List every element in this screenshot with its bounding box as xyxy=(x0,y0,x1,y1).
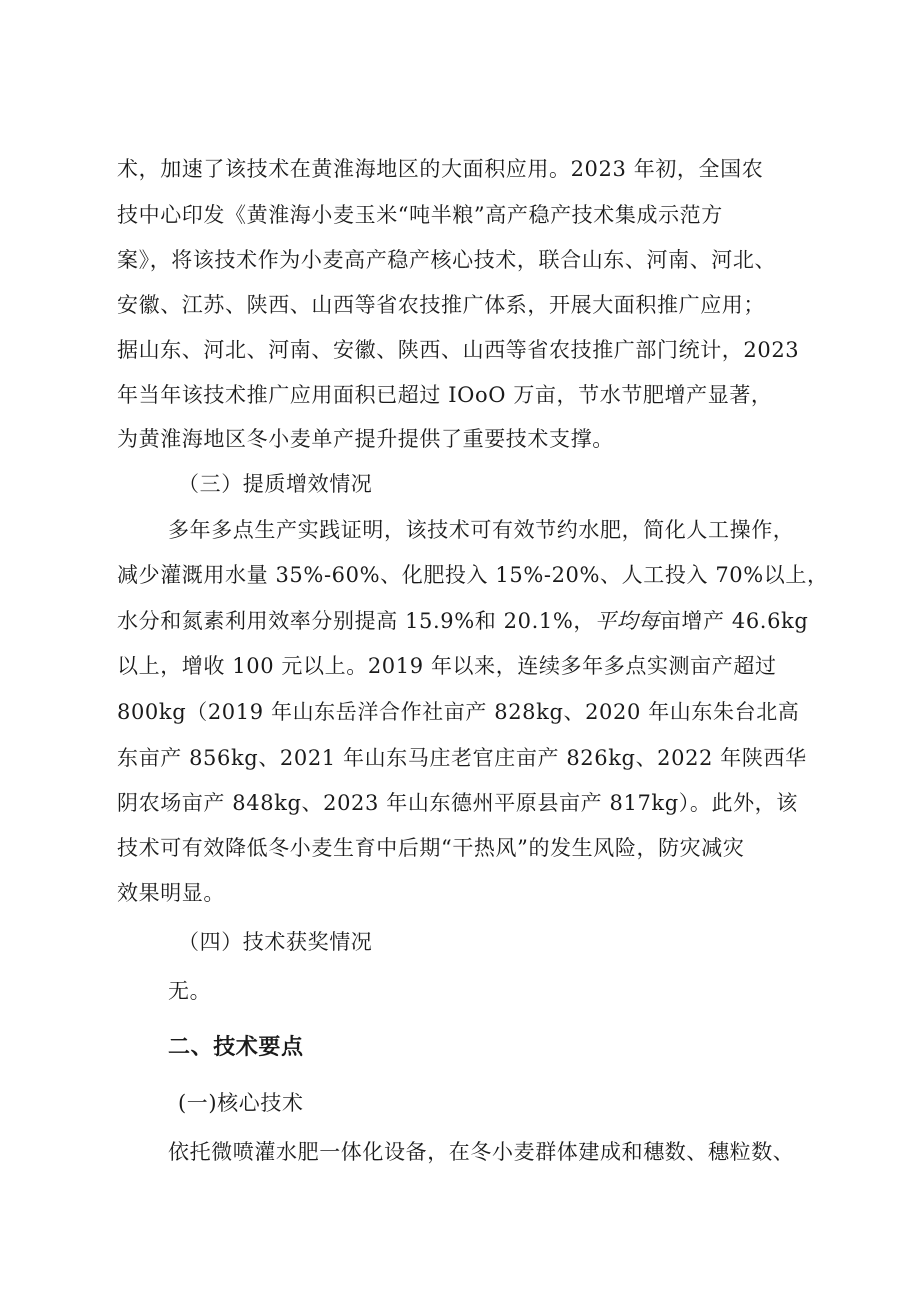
subheading-quality-efficiency: （三）提质增效情况 xyxy=(178,472,373,496)
subheading-core-technology: (一)核心技术 xyxy=(178,1091,304,1115)
text-segment: 亩增产 46.6kg xyxy=(659,609,809,633)
paragraph-line: 减少灌溉用水量 35%-60%、化肥投入 15%-20%、人工投入 70%以上， xyxy=(117,563,829,587)
paragraph-line xyxy=(117,606,817,636)
paragraph-line: 安徽、江苏、陕西、山西等省农技推广体系，开展大面积推广应用； xyxy=(117,293,765,317)
paragraph-line: 阴农场亩产 848kg、2023 年山东德州平原县亩产 817kg）。此外，该 xyxy=(117,791,798,815)
paragraph-line: 以上，增收 100 元以上。2019 年以来，连续多年多点实测亩产超过 xyxy=(117,654,777,678)
paragraph-line: 术，加速了该技术在黄淮海地区的大面积应用。2023 年初，全国农 xyxy=(117,157,764,181)
paragraph-line: 案》，将该技术作为小麦高产稳产核心技术，联合山东、河南、河北、 xyxy=(117,248,777,272)
paragraph-line: 依托微喷灌水肥一体化设备，在冬小麦群体建成和穗数、穗粒数、 xyxy=(168,1140,795,1164)
text-segment: 水分和氮素利用效率分别提高 15.9%和 20.1%， xyxy=(117,609,595,633)
paragraph-line: 多年多点生产实践证明，该技术可有效节约水肥，简化人工操作， xyxy=(168,518,795,542)
paragraph-line: 东亩产 856kg、2021 年山东马庄老官庄亩产 826kg、2022 年陕西华 xyxy=(117,746,807,770)
paragraph-line: 无。 xyxy=(168,979,212,1003)
paragraph-line: 效果明显。 xyxy=(117,881,225,905)
section-heading-tech-points: 二、技术要点 xyxy=(168,1035,304,1060)
paragraph-line: 800kg（2019 年山东岳洋合作社亩产 828kg、2020 年山东朱台北高 xyxy=(117,700,800,724)
subheading-awards: （四）技术获奖情况 xyxy=(178,930,373,954)
paragraph-line: 据山东、河北、河南、安徽、陕西、山西等省农技推广部门统计，2023 xyxy=(117,338,800,362)
paragraph-line: 为黄淮海地区冬小麦单产提升提供了重要技术支撑。 xyxy=(117,427,614,451)
paragraph-line: 技中心印发《黄淮海小麦玉米“吨半粮”高产稳产技术集成示范方 xyxy=(117,203,723,227)
paragraph-line: 技术可有效降低冬小麦生育中后期“干热风”的发生风险，防灾减灾 xyxy=(117,836,745,860)
italic-text-segment: 平均每 xyxy=(594,609,660,633)
paragraph-line: 年当年该技术推广应用面积已超过 IOoO 万亩，节水节肥增产显著， xyxy=(117,383,773,407)
